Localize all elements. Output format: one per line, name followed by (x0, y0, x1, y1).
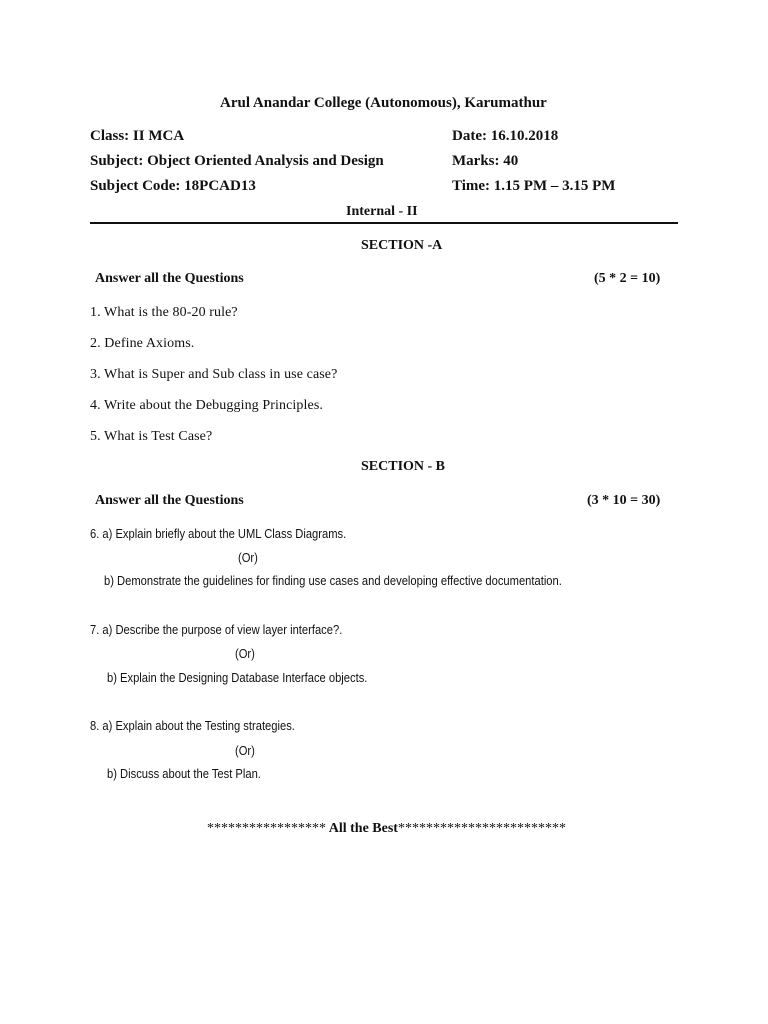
footer-message: All the Best (326, 821, 398, 836)
question-7-or: (Or) (235, 646, 255, 661)
question-6-or: (Or) (238, 550, 258, 565)
class-label: Class: II MCA (90, 128, 185, 144)
marks-label: Marks: 40 (452, 153, 519, 169)
subject-code-label: Subject Code: 18PCAD13 (90, 178, 256, 194)
section-b-instruction: Answer all the Questions (95, 493, 244, 508)
subject-label: Subject: Object Oriented Analysis and Design (90, 153, 384, 169)
exam-title: Internal - II (346, 204, 418, 219)
footer-stars-right: ************************ (397, 821, 566, 836)
question-6b: b) Demonstrate the guidelines for finding use cases and developing effective documentation. (104, 573, 562, 588)
question-3: 3. What is Super and Sub class in use case? (90, 367, 338, 382)
section-a-title: SECTION -A (361, 238, 443, 253)
question-2: 2. Define Axioms. (90, 336, 195, 351)
date-label: Date: 16.10.2018 (452, 128, 559, 144)
question-6a: 6. a) Explain briefly about the UML Class Diagrams. (90, 526, 347, 541)
section-a-instruction: Answer all the Questions (95, 271, 244, 286)
section-b-title: SECTION - B (361, 459, 446, 474)
header-divider (90, 222, 678, 224)
footer-stars-left: ***************** (207, 821, 326, 836)
time-label: Time: 1.15 PM – 3.15 PM (452, 178, 616, 194)
question-8-or: (Or) (235, 743, 255, 758)
question-8b: b) Discuss about the Test Plan. (107, 766, 261, 781)
question-1: 1. What is the 80-20 rule? (90, 305, 238, 320)
question-4: 4. Write about the Debugging Principles. (90, 398, 323, 413)
section-a-marks: (5 * 2 = 10) (594, 271, 661, 286)
question-7b: b) Explain the Designing Database Interface objects. (107, 670, 368, 685)
section-b-marks: (3 * 10 = 30) (587, 493, 661, 508)
question-5: 5. What is Test Case? (90, 429, 213, 444)
question-8a: 8. a) Explain about the Testing strategies. (90, 718, 295, 733)
question-7a: 7. a) Describe the purpose of view layer interface?. (90, 622, 343, 637)
college-title: Arul Anandar College (Autonomous), Karumathur (220, 95, 547, 111)
footer-line (207, 821, 566, 837)
